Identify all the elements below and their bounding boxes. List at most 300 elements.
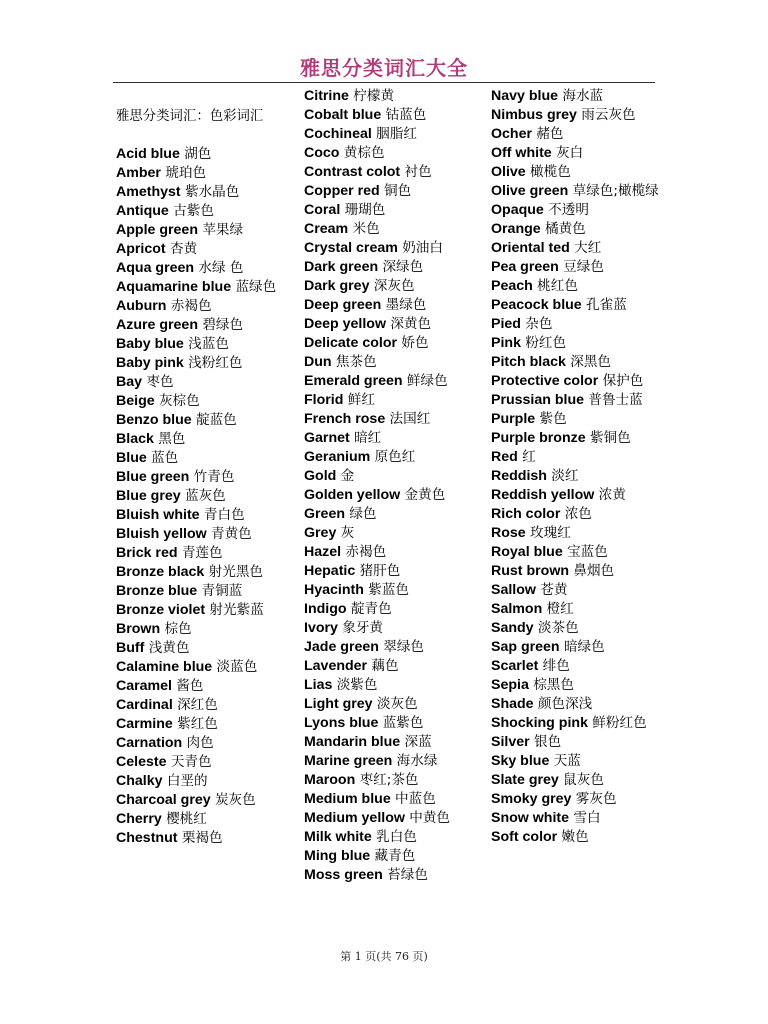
vocab-chinese: 焦茶色 bbox=[335, 354, 377, 370]
vocab-entry bbox=[491, 410, 661, 429]
vocab-entry bbox=[116, 164, 286, 183]
vocab-chinese: 保护色 bbox=[602, 373, 644, 389]
vocab-english: Emerald green bbox=[304, 373, 403, 389]
vocab-chinese: 樱桃红 bbox=[166, 811, 207, 827]
vocab-entry bbox=[491, 619, 661, 638]
vocab-entry bbox=[491, 581, 661, 600]
vocab-english: Light grey bbox=[304, 696, 373, 712]
vocab-chinese: 青黄色 bbox=[211, 526, 252, 542]
vocab-english: Pink bbox=[491, 335, 521, 351]
vocab-chinese: 淡茶色 bbox=[537, 620, 579, 636]
vocab-chinese: 杂色 bbox=[525, 316, 553, 332]
vocab-english: Shade bbox=[491, 696, 534, 712]
vocab-english: Copper red bbox=[304, 183, 380, 199]
vocab-chinese: 琥珀色 bbox=[165, 165, 207, 181]
vocab-english: Moss green bbox=[304, 867, 383, 883]
vocab-english: Scarlet bbox=[491, 658, 539, 674]
vocab-chinese: 娇色 bbox=[401, 335, 429, 351]
vocab-entry bbox=[116, 601, 286, 620]
vocab-english: Marine green bbox=[304, 753, 393, 769]
vocab-entry bbox=[304, 448, 474, 467]
vocab-chinese: 紫色 bbox=[539, 411, 567, 427]
vocab-entry bbox=[116, 259, 286, 278]
vocab-chinese: 蓝绿色 bbox=[235, 279, 277, 295]
vocab-english: Grey bbox=[304, 525, 337, 541]
vocab-english: Chestnut bbox=[116, 830, 178, 846]
vocab-english: Caramel bbox=[116, 678, 172, 694]
vocab-english: Medium blue bbox=[304, 791, 391, 807]
vocab-english: Auburn bbox=[116, 298, 167, 314]
vocab-chinese: 紫蓝色 bbox=[368, 582, 410, 598]
vocab-entry bbox=[304, 638, 474, 657]
vocab-english: Sap green bbox=[491, 639, 560, 655]
section-intro: 雅思分类词汇：色彩词汇 bbox=[116, 109, 264, 124]
vocab-entry bbox=[304, 296, 474, 315]
page-footer: 第 1 页(共 76 页) bbox=[340, 950, 428, 963]
vocab-chinese: 古紫色 bbox=[173, 203, 214, 219]
vocab-entry bbox=[304, 258, 474, 277]
vocab-english: Carmine bbox=[116, 716, 173, 732]
vocab-english: Citrine bbox=[304, 88, 349, 104]
vocab-entry bbox=[304, 201, 474, 220]
vocab-entry bbox=[304, 315, 474, 334]
vocab-english: Lavender bbox=[304, 658, 368, 674]
vocab-chinese: 浅粉红色 bbox=[188, 355, 243, 371]
page-title: 雅思分类词汇大全 bbox=[300, 56, 468, 80]
vocab-chinese: 靛蓝色 bbox=[196, 412, 237, 428]
vocab-entry bbox=[491, 486, 661, 505]
vocab-chinese: 栗褐色 bbox=[181, 830, 223, 846]
vocab-entry bbox=[304, 220, 474, 239]
vocab-entry bbox=[491, 144, 661, 163]
vocab-english: Gold bbox=[304, 468, 337, 484]
vocab-entry bbox=[304, 809, 474, 828]
vocab-entry bbox=[304, 828, 474, 847]
vocab-english: Celeste bbox=[116, 754, 167, 770]
vocab-chinese: 枣红;茶色 bbox=[359, 772, 419, 788]
vocab-english: Royal blue bbox=[491, 544, 563, 560]
vocab-entry bbox=[116, 354, 286, 373]
vocab-english: Medium yellow bbox=[304, 810, 405, 826]
vocab-chinese: 颜色深浅 bbox=[537, 696, 593, 712]
vocab-english: Slate grey bbox=[491, 772, 559, 788]
vocab-english: Benzo blue bbox=[116, 412, 192, 428]
vocab-entry bbox=[116, 297, 286, 316]
column-3 bbox=[491, 87, 661, 847]
vocab-english: Ocher bbox=[491, 126, 533, 142]
vocab-chinese: 浓黄 bbox=[598, 487, 626, 503]
vocab-chinese: 天青色 bbox=[170, 754, 212, 770]
vocab-chinese: 豆绿色 bbox=[563, 259, 604, 275]
vocab-chinese: 鲜绿色 bbox=[406, 373, 448, 389]
vocab-chinese: 米色 bbox=[352, 221, 380, 237]
vocab-entry bbox=[491, 467, 661, 486]
vocab-chinese: 青铜蓝 bbox=[201, 583, 243, 599]
vocab-chinese: 灰棕色 bbox=[158, 393, 200, 409]
vocab-entry bbox=[491, 600, 661, 619]
vocab-entry bbox=[304, 524, 474, 543]
vocab-chinese: 棕色 bbox=[164, 621, 192, 637]
vocab-entry bbox=[116, 335, 286, 354]
vocab-chinese: 奶油白 bbox=[402, 240, 443, 256]
vocab-entry bbox=[304, 714, 474, 733]
vocab-entry bbox=[304, 562, 474, 581]
vocab-english: Bluish white bbox=[116, 507, 200, 523]
vocab-chinese: 浓色 bbox=[564, 506, 592, 522]
vocab-chinese: 棕黑色 bbox=[533, 677, 574, 693]
column-2 bbox=[304, 87, 474, 885]
vocab-chinese: 铜色 bbox=[384, 183, 412, 199]
vocab-chinese: 墨绿色 bbox=[385, 297, 427, 313]
vocab-english: Soft color bbox=[491, 829, 558, 845]
vocab-entry bbox=[491, 733, 661, 752]
vocab-english: Reddish yellow bbox=[491, 487, 595, 503]
vocab-chinese: 淡红 bbox=[551, 468, 579, 484]
vocab-english: Shocking pink bbox=[491, 715, 588, 731]
vocab-english: Hepatic bbox=[304, 563, 356, 579]
vocab-english: Cobalt blue bbox=[304, 107, 382, 123]
vocab-english: Blue green bbox=[116, 469, 190, 485]
vocab-chinese: 灰 bbox=[340, 525, 355, 541]
vocab-entry bbox=[116, 145, 286, 164]
vocab-chinese: 枣色 bbox=[146, 374, 174, 390]
vocab-english: Cream bbox=[304, 221, 349, 237]
vocab-chinese: 雪白 bbox=[573, 810, 601, 826]
vocab-english: Protective color bbox=[491, 373, 599, 389]
vocab-english: Dun bbox=[304, 354, 332, 370]
vocab-english: Calamine blue bbox=[116, 659, 213, 675]
vocab-chinese: 深黑色 bbox=[570, 354, 612, 370]
vocab-entry bbox=[491, 125, 661, 144]
vocab-chinese: 藏青色 bbox=[374, 848, 416, 864]
vocab-chinese: 绿色 bbox=[349, 506, 377, 522]
vocab-english: Orange bbox=[491, 221, 541, 237]
vocab-chinese: 苍黄 bbox=[540, 582, 568, 598]
vocab-chinese: 淡蓝色 bbox=[216, 659, 258, 675]
vocab-entry bbox=[491, 790, 661, 809]
vocab-entry bbox=[304, 866, 474, 885]
vocab-entry bbox=[491, 543, 661, 562]
vocab-entry bbox=[491, 106, 661, 125]
vocab-chinese: 青莲色 bbox=[181, 545, 223, 561]
vocab-entry bbox=[491, 277, 661, 296]
vocab-english: Pitch black bbox=[491, 354, 566, 370]
vocab-chinese: 乳白色 bbox=[376, 829, 417, 845]
vocab-entry bbox=[116, 582, 286, 601]
vocab-chinese: 桃红色 bbox=[537, 278, 578, 294]
vocab-chinese: 雨云灰色 bbox=[581, 107, 636, 123]
vocab-entry bbox=[304, 657, 474, 676]
vocab-english: Apricot bbox=[116, 241, 166, 257]
vocab-chinese: 深绿色 bbox=[382, 259, 424, 275]
vocab-english: Cochineal bbox=[304, 126, 372, 142]
vocab-english: Salmon bbox=[491, 601, 543, 617]
vocab-chinese: 宝蓝色 bbox=[567, 544, 608, 560]
vocab-english: Aqua green bbox=[116, 260, 195, 276]
vocab-entry bbox=[116, 240, 286, 259]
vocab-english: Coco bbox=[304, 145, 340, 161]
vocab-english: Brown bbox=[116, 621, 161, 637]
vocab-english: Baby blue bbox=[116, 336, 184, 352]
vocab-chinese: 黑色 bbox=[158, 431, 186, 447]
vocab-chinese: 淡灰色 bbox=[376, 696, 418, 712]
vocab-english: Florid bbox=[304, 392, 344, 408]
vocab-entry bbox=[304, 486, 474, 505]
vocab-chinese: 炭灰色 bbox=[214, 792, 256, 808]
vocab-english: Oriental ted bbox=[491, 240, 570, 256]
vocab-english: Sallow bbox=[491, 582, 536, 598]
vocab-english: Apple green bbox=[116, 222, 198, 238]
column-1 bbox=[116, 107, 286, 848]
vocab-english: Coral bbox=[304, 202, 341, 218]
vocab-entry bbox=[304, 695, 474, 714]
vocab-chinese: 碧绿色 bbox=[202, 317, 244, 333]
vocab-entry bbox=[491, 429, 661, 448]
vocab-english: Buff bbox=[116, 640, 145, 656]
vocab-entry bbox=[116, 791, 286, 810]
vocab-entry bbox=[304, 277, 474, 296]
vocab-english: Deep yellow bbox=[304, 316, 387, 332]
vocab-english: Hyacinth bbox=[304, 582, 364, 598]
vocab-chinese: 金黄色 bbox=[404, 487, 446, 503]
vocab-entry bbox=[491, 771, 661, 790]
vocab-entry bbox=[304, 676, 474, 695]
vocab-entry bbox=[491, 714, 661, 733]
vocab-entry bbox=[304, 619, 474, 638]
vocab-entry bbox=[304, 239, 474, 258]
vocab-chinese: 雾灰色 bbox=[575, 791, 617, 807]
vocab-chinese: 杏黄 bbox=[169, 241, 198, 257]
vocab-english: Bronze violet bbox=[116, 602, 206, 618]
entry-list bbox=[116, 145, 286, 848]
vocab-english: Deep green bbox=[304, 297, 382, 313]
vocab-chinese: 海水蓝 bbox=[562, 88, 604, 104]
vocab-entry bbox=[491, 828, 661, 847]
vocab-entry bbox=[304, 106, 474, 125]
vocab-entry bbox=[116, 221, 286, 240]
vocab-entry bbox=[304, 505, 474, 524]
vocab-entry bbox=[491, 695, 661, 714]
vocab-english: Pied bbox=[491, 316, 521, 332]
vocab-chinese: 苔绿色 bbox=[387, 867, 428, 883]
vocab-english: Sepia bbox=[491, 677, 529, 693]
vocab-entry bbox=[116, 734, 286, 753]
vocab-entry bbox=[491, 334, 661, 353]
vocab-chinese: 竹青色 bbox=[193, 469, 235, 485]
vocab-chinese: 鲜粉红色 bbox=[592, 715, 647, 731]
vocab-english: Contrast colot bbox=[304, 164, 401, 180]
vocab-english: Peach bbox=[491, 278, 533, 294]
vocab-entry bbox=[491, 524, 661, 543]
vocab-chinese: 暗绿色 bbox=[563, 639, 605, 655]
vocab-entry bbox=[304, 581, 474, 600]
vocab-entry bbox=[491, 239, 661, 258]
vocab-chinese: 红 bbox=[522, 449, 536, 465]
vocab-entry bbox=[116, 430, 286, 449]
vocab-chinese: 玫瑰红 bbox=[530, 525, 571, 541]
vocab-entry bbox=[116, 772, 286, 791]
vocab-chinese: 浅蓝色 bbox=[188, 336, 229, 352]
vocab-english: Geranium bbox=[304, 449, 371, 465]
vocab-english: Ming blue bbox=[304, 848, 371, 864]
vocab-entry bbox=[116, 316, 286, 335]
vocab-chinese: 绯色 bbox=[542, 658, 570, 674]
vocab-english: Green bbox=[304, 506, 346, 522]
vocab-entry bbox=[491, 638, 661, 657]
vocab-english: Antique bbox=[116, 203, 169, 219]
vocab-chinese: 黄棕色 bbox=[343, 145, 385, 161]
vocab-english: Blue bbox=[116, 450, 147, 466]
vocab-chinese: 海水绿 bbox=[396, 753, 438, 769]
vocab-chinese: 鲜红 bbox=[347, 392, 375, 408]
vocab-english: Sandy bbox=[491, 620, 534, 636]
vocab-chinese: 射光紫蓝 bbox=[209, 602, 264, 618]
vocab-english: Milk white bbox=[304, 829, 372, 845]
vocab-chinese: 胭脂红 bbox=[376, 126, 417, 142]
vocab-english: Bronze black bbox=[116, 564, 205, 580]
vocab-english: Peacock blue bbox=[491, 297, 582, 313]
vocab-chinese: 藕色 bbox=[371, 658, 399, 674]
vocab-english: Lias bbox=[304, 677, 333, 693]
vocab-entry bbox=[304, 752, 474, 771]
vocab-entry bbox=[304, 182, 474, 201]
vocab-english: Bronze blue bbox=[116, 583, 198, 599]
vocab-entry bbox=[304, 163, 474, 182]
vocab-entry bbox=[491, 448, 661, 467]
entry-list bbox=[491, 87, 661, 847]
vocab-chinese: 赤褐色 bbox=[345, 544, 387, 560]
vocab-entry bbox=[116, 620, 286, 639]
vocab-entry bbox=[116, 278, 286, 297]
vocab-entry bbox=[491, 87, 661, 106]
vocab-english: Purple bbox=[491, 411, 536, 427]
vocab-chinese: 湖色 bbox=[184, 146, 212, 162]
vocab-chinese: 射光黑色 bbox=[208, 564, 264, 580]
vocab-english: Charcoal grey bbox=[116, 792, 211, 808]
vocab-entry bbox=[304, 410, 474, 429]
vocab-chinese: 苹果绿 bbox=[202, 222, 244, 238]
vocab-chinese: 青白色 bbox=[203, 507, 245, 523]
vocab-chinese: 白垩的 bbox=[166, 773, 208, 789]
vocab-chinese: 钴蓝色 bbox=[385, 107, 427, 123]
vocab-entry bbox=[304, 372, 474, 391]
vocab-english: Ivory bbox=[304, 620, 338, 636]
vocab-chinese: 橘黄色 bbox=[545, 221, 586, 237]
vocab-entry bbox=[304, 125, 474, 144]
vocab-english: French rose bbox=[304, 411, 386, 427]
vocab-entry bbox=[116, 202, 286, 221]
vocab-entry bbox=[304, 771, 474, 790]
vocab-english: Sky blue bbox=[491, 753, 550, 769]
vocab-chinese: 原色红 bbox=[374, 449, 416, 465]
vocab-entry bbox=[304, 543, 474, 562]
title-divider bbox=[113, 82, 655, 83]
vocab-chinese: 暗红 bbox=[354, 430, 382, 446]
vocab-chinese: 鼻烟色 bbox=[573, 563, 615, 579]
vocab-english: Olive green bbox=[491, 183, 569, 199]
vocab-entry bbox=[116, 487, 286, 506]
vocab-entry bbox=[304, 847, 474, 866]
vocab-entry bbox=[491, 296, 661, 315]
vocab-entry bbox=[116, 506, 286, 525]
vocab-chinese: 粉红色 bbox=[525, 335, 567, 351]
vocab-chinese: 肉色 bbox=[186, 735, 214, 751]
vocab-chinese: 深灰色 bbox=[373, 278, 415, 294]
vocab-english: Baby pink bbox=[116, 355, 184, 371]
vocab-chinese: 深红色 bbox=[177, 697, 218, 713]
vocab-english: Jade green bbox=[304, 639, 379, 655]
vocab-entry bbox=[116, 639, 286, 658]
vocab-english: Azure green bbox=[116, 317, 198, 333]
vocab-chinese: 中蓝色 bbox=[395, 791, 436, 807]
vocab-chinese: 深黄色 bbox=[390, 316, 432, 332]
vocab-entry bbox=[304, 353, 474, 372]
entry-list bbox=[304, 87, 474, 885]
vocab-english: Blue grey bbox=[116, 488, 181, 504]
vocab-entry bbox=[116, 392, 286, 411]
vocab-chinese: 靛青色 bbox=[350, 601, 392, 617]
vocab-english: Mandarin blue bbox=[304, 734, 401, 750]
vocab-english: Carnation bbox=[116, 735, 183, 751]
vocab-english: Hazel bbox=[304, 544, 342, 560]
vocab-english: Smoky grey bbox=[491, 791, 572, 807]
vocab-entry bbox=[116, 677, 286, 696]
vocab-english: Bay bbox=[116, 374, 143, 390]
vocab-entry bbox=[491, 163, 661, 182]
vocab-english: Beige bbox=[116, 393, 155, 409]
vocab-entry bbox=[491, 752, 661, 771]
vocab-chinese: 淡紫色 bbox=[336, 677, 378, 693]
vocab-english: Rich color bbox=[491, 506, 561, 522]
vocab-english: Garnet bbox=[304, 430, 350, 446]
vocab-entry bbox=[116, 468, 286, 487]
vocab-english: Chalky bbox=[116, 773, 163, 789]
vocab-chinese: 猪肝色 bbox=[359, 563, 401, 579]
vocab-chinese: 紫水晶色 bbox=[184, 184, 240, 200]
vocab-chinese: 法国红 bbox=[389, 411, 431, 427]
vocab-entry bbox=[491, 315, 661, 334]
vocab-entry bbox=[491, 372, 661, 391]
vocab-chinese: 孔雀蓝 bbox=[586, 297, 627, 313]
vocab-english: Amethyst bbox=[116, 184, 181, 200]
vocab-entry bbox=[116, 715, 286, 734]
vocab-english: Delicate color bbox=[304, 335, 398, 351]
vocab-english: Amber bbox=[116, 165, 161, 181]
vocab-entry bbox=[491, 220, 661, 239]
vocab-english: Rust brown bbox=[491, 563, 570, 579]
vocab-entry bbox=[304, 334, 474, 353]
vocab-chinese: 嫩色 bbox=[561, 829, 589, 845]
vocab-english: Brick red bbox=[116, 545, 178, 561]
vocab-chinese: 鼠灰色 bbox=[563, 772, 604, 788]
vocab-entry bbox=[491, 657, 661, 676]
vocab-english: Purple bronze bbox=[491, 430, 586, 446]
vocab-chinese: 珊瑚色 bbox=[344, 202, 386, 218]
vocab-entry bbox=[491, 505, 661, 524]
vocab-chinese: 赭色 bbox=[536, 126, 564, 142]
vocab-entry bbox=[304, 733, 474, 752]
vocab-entry bbox=[116, 449, 286, 468]
vocab-entry bbox=[304, 600, 474, 619]
vocab-english: Red bbox=[491, 449, 518, 465]
vocab-entry bbox=[116, 696, 286, 715]
vocab-chinese: 象牙黄 bbox=[342, 620, 384, 636]
vocab-chinese: 深蓝 bbox=[404, 734, 432, 750]
vocab-chinese: 银色 bbox=[533, 734, 562, 750]
vocab-english: Crystal cream bbox=[304, 240, 398, 256]
vocab-entry bbox=[116, 563, 286, 582]
vocab-english: Reddish bbox=[491, 468, 547, 484]
